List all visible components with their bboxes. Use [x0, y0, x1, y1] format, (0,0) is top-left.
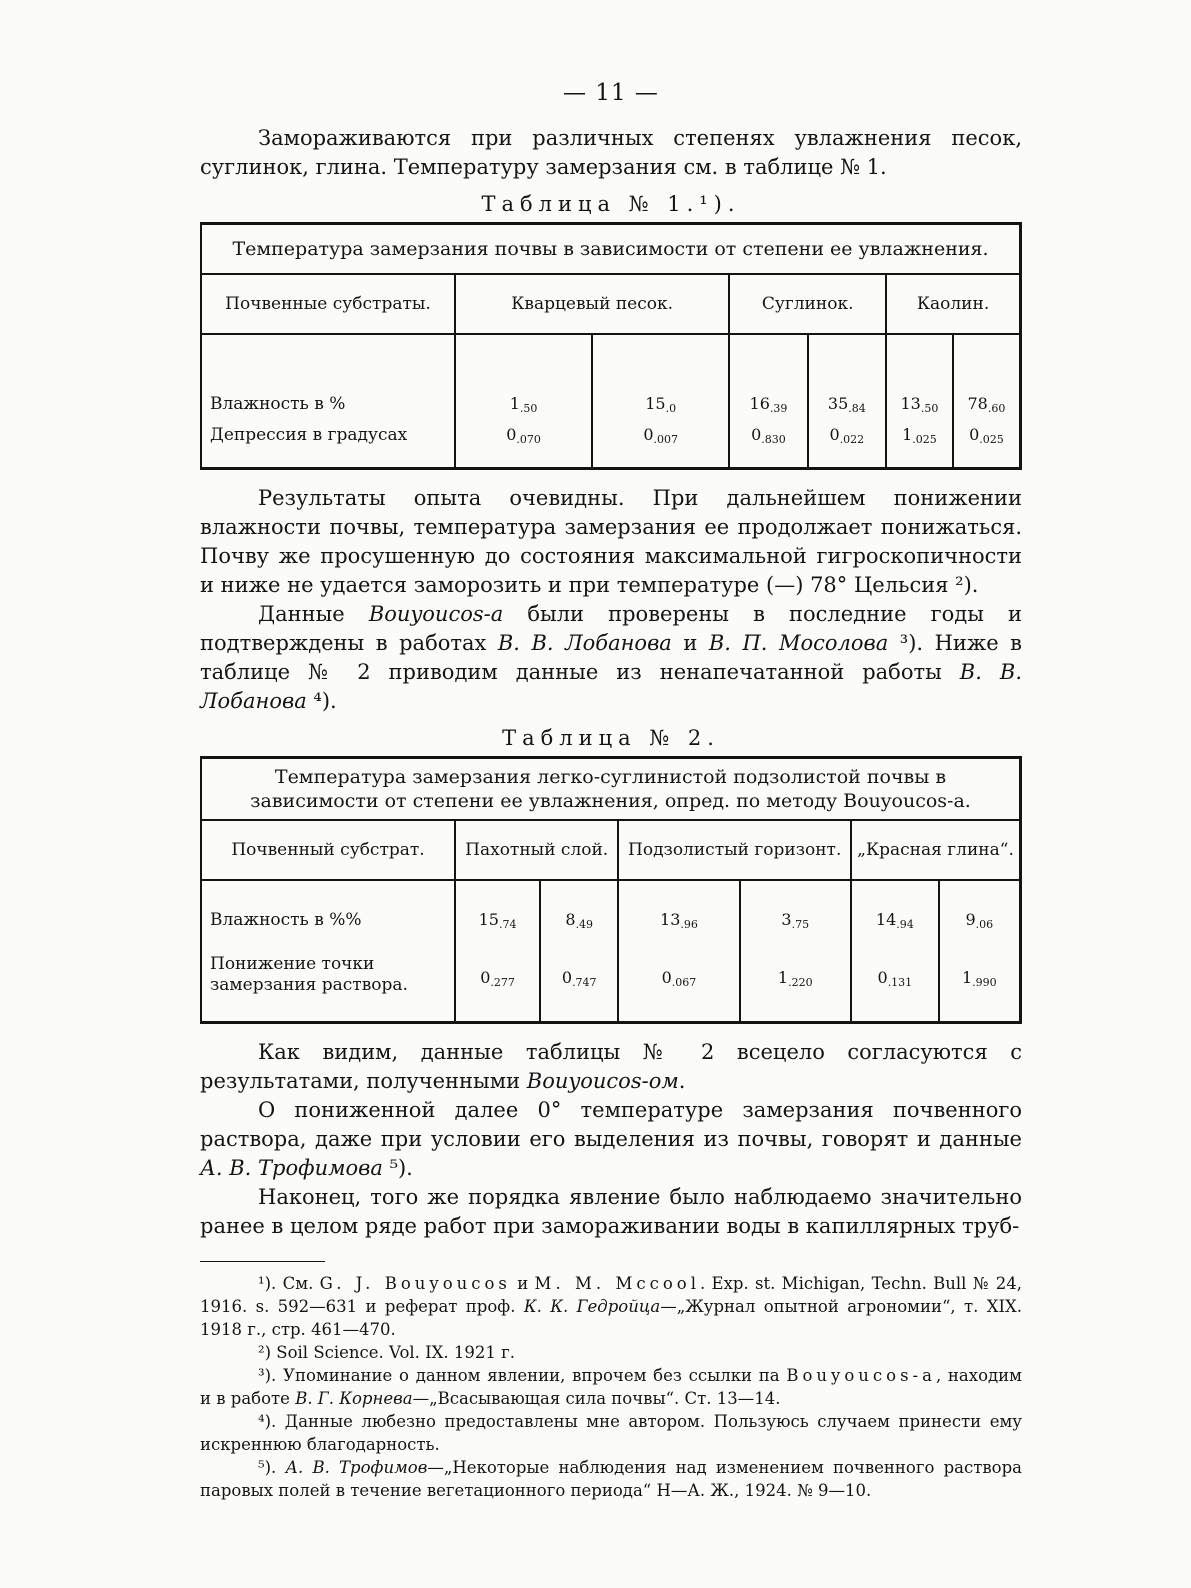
- table2-cell: $0_{.067}$: [618, 935, 739, 1023]
- footnote-2: ²) Soil Science. Vol. IX. 1921 г.: [258, 1343, 516, 1362]
- table2-cell: $15_{.74}$: [455, 880, 540, 935]
- table1-cell: $1_{.50}$: [455, 334, 592, 421]
- table2-cell: $0_{.277}$: [455, 935, 540, 1023]
- paragraph-capillary: Наконец, того же порядка явление было наблюдаемо значительно ранее в целом ряде работ при замораживании воды в капиллярных труб-: [200, 1185, 1022, 1238]
- table1-cell: $0_{.830}$: [729, 421, 807, 469]
- table2-cell: $13_{.96}$: [618, 880, 739, 935]
- table1-header-label: Почвенные субстраты.: [201, 274, 455, 334]
- table2-row-depression-label: Понижение точки замерзания раствора.: [201, 935, 455, 1023]
- table2-cell: $1_{.990}$: [939, 935, 1021, 1023]
- table2-title: Температура замерзания легко-суглинистой подзолистой почвы в зависимости от степени ее увлажнения, опред. по методу Bouyoucos-а.: [201, 758, 1021, 821]
- table2-cell: $0_{.747}$: [540, 935, 618, 1023]
- table2-cell: $1_{.220}$: [740, 935, 852, 1023]
- table2-row-moisture-label: Влажность в %%: [201, 880, 455, 935]
- table1-cell: $0_{.022}$: [808, 421, 886, 469]
- table2-group-1: Пахотный слой.: [455, 820, 618, 880]
- table2-cell: $8_{.49}$: [540, 880, 618, 935]
- table1-cell: $15_{.0}$: [592, 334, 729, 421]
- table1-cell: $78_{.60}$: [953, 334, 1021, 421]
- table1-row-moisture-label: Влажность в %: [201, 334, 455, 421]
- table1-cell: $0_{.025}$: [953, 421, 1021, 469]
- table1-title: Температура замерзания почвы в зависимости от степени ее увлажнения.: [201, 224, 1021, 275]
- table1-group-2: Суглинок.: [729, 274, 886, 334]
- table2-group-3: „Красная глина“.: [851, 820, 1020, 880]
- table1-cell: $0_{.070}$: [455, 421, 592, 469]
- footnote-3: ³). Упоминание о данном явлении, впрочем без ссылки па Bouyoucos-а, находим и в работе В. Г. Корнева—„Всасывающая сила почвы“. Ст. 13—14.: [200, 1366, 1022, 1408]
- table2-cell: $0_{.131}$: [851, 935, 939, 1023]
- table1-cell: $35_{.84}$: [808, 334, 886, 421]
- paragraph-bouyoucos: Данные Bouyoucos-а были проверены в последние годы и подтверждены в работах В. В. Лобанова и В. П. Мосолова ³). Ниже в таблице № 2 приводим данные из ненапечатанной работы В. В. Лобанова ⁴).: [200, 602, 1022, 713]
- table1-row-depression-label: Депрессия в градусах: [201, 421, 455, 469]
- table1-cell: $0_{.007}$: [592, 421, 729, 469]
- table1-cell: $1_{.025}$: [886, 421, 953, 469]
- table1: [200, 222, 1022, 470]
- table1-group-3: Каолин.: [886, 274, 1020, 334]
- table1-group-1: Кварцевый песок.: [455, 274, 729, 334]
- table2-group-2: Подзолистый горизонт.: [618, 820, 851, 880]
- table2-cell: $3_{.75}$: [740, 880, 852, 935]
- table1-cell: $16_{.39}$: [729, 334, 807, 421]
- footnote-5: ⁵). А. В. Трофимов—„Некоторые наблюдения над изменением почвенного раствора паровых полей в течение вегетационного периода“ Н—А. Ж., 1924. № 9—10.: [200, 1458, 1023, 1500]
- page-number: — 11 —: [563, 80, 659, 106]
- paragraph-results: Результаты опыта очевидны. При дальнейшем понижении влажности почвы, температура замерзания ее продолжает понижаться. Почву же просушенную до состояния максимальной гигроскопичности и ниже не удается заморозить и при температуре (—) 78° Цельсия ²).: [200, 486, 1022, 597]
- table2-cell: $14_{.94}$: [851, 880, 939, 935]
- table2: [200, 756, 1022, 1024]
- page: [200, 80, 1022, 1502]
- footnote-divider: [200, 1261, 325, 1262]
- footnote-4: ⁴). Данные любезно предоставлены мне автором. Пользуюсь случаем принести ему искреннюю благодарность.: [200, 1412, 1022, 1454]
- footnote-1: ¹). См. G. J. Bouyoucos и M. M. Mccool. Exp. st. Michigan, Techn. Bull № 24, 1916. s. 592—631 и реферат проф. К. К. Гедройца—„Журнал опытной агрономии“, т. XIX. 1918 г., стр. 461—470.: [200, 1274, 1023, 1339]
- paragraph-trofimov: О пониженной далее 0° температуре замерзания почвенного раствора, даже при условии его выделения из почвы, говорят и данные А. В. Трофимова ⁵).: [200, 1098, 1022, 1180]
- table2-header-label: Почвенный субстрат.: [201, 820, 455, 880]
- table2-caption: Таблица № 2.: [502, 726, 720, 750]
- table2-cell: $9_{.06}$: [939, 880, 1021, 935]
- table1-cell: $13_{.50}$: [886, 334, 953, 421]
- table1-caption: Таблица № 1.¹).: [481, 192, 741, 216]
- paragraph-intro: Замораживаются при различных степенях увлажнения песок, суглинок, глина. Температуру замерзания см. в таблице № 1.: [200, 126, 1022, 179]
- paragraph-agreement: Как видим, данные таблицы № 2 всецело согласуются с результатами, полученными Bouyoucos-ом.: [200, 1040, 1022, 1093]
